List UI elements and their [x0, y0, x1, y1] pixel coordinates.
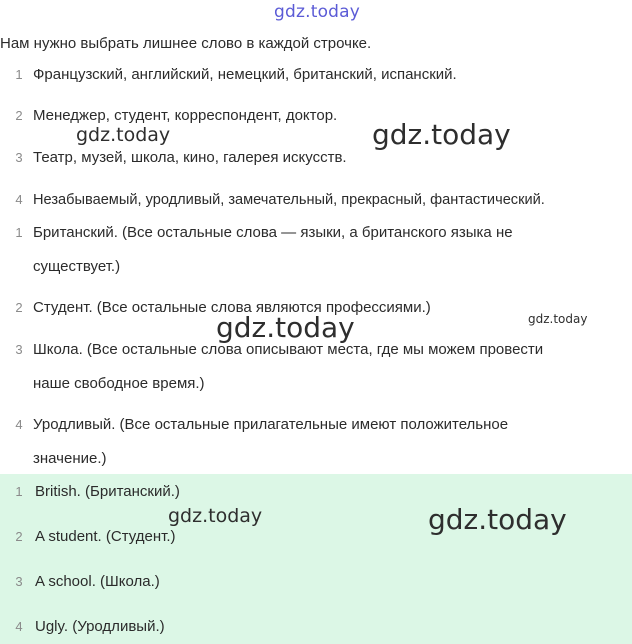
watermark: gdz.today	[372, 118, 511, 151]
item-number: 3	[15, 150, 23, 165]
watermark: gdz.today	[168, 505, 263, 527]
item-number: 2	[15, 300, 23, 315]
item-number: 1	[15, 67, 23, 82]
task-text: Незабываемый, уродливый, замечательный, прекрасный, фантастический.	[33, 192, 545, 208]
answer-text: A student. (Студент.)	[35, 528, 176, 545]
explanation-line: Студент. (Все остальные слова являются профессиями.)	[33, 299, 431, 316]
explanation-line: наше свободное время.)	[33, 375, 205, 392]
watermark-top: gdz.today	[274, 2, 361, 22]
item-number: 4	[15, 417, 23, 432]
item-number: 3	[15, 574, 23, 589]
watermark: gdz.today	[76, 124, 171, 146]
intro-text: Нам нужно выбрать лишнее слово в каждой строчке.	[0, 35, 372, 52]
watermark: gdz.today	[528, 312, 588, 326]
item-number: 2	[15, 108, 23, 123]
task-text: Французский, английский, немецкий, британский, испанский.	[33, 66, 457, 83]
task-text: Театр, музей, школа, кино, галерея искусств.	[33, 149, 347, 166]
explanation-line: Уродливый. (Все остальные прилагательные имеют положительное	[33, 416, 509, 433]
item-number: 3	[15, 342, 23, 357]
answer-text: Ugly. (Уродливый.)	[35, 618, 165, 635]
item-number: 1	[15, 484, 23, 499]
item-number: 4	[15, 619, 23, 634]
answer-text: A school. (Школа.)	[35, 573, 160, 590]
watermark: gdz.today	[428, 503, 567, 536]
explanation-line: Школа. (Все остальные слова описывают места, где мы можем провести	[33, 341, 544, 358]
answer-text: British. (Британский.)	[35, 483, 180, 500]
item-number: 2	[15, 529, 23, 544]
explanation-line: существует.)	[33, 258, 121, 275]
explanation-line: значение.)	[33, 450, 107, 467]
item-number: 1	[15, 225, 23, 240]
task-text: Менеджер, студент, корреспондент, доктор.	[33, 107, 338, 124]
explanation-line: Британский. (Все остальные слова — языки, а британского языка не	[33, 224, 513, 241]
item-number: 4	[15, 192, 23, 207]
watermark: gdz.today	[216, 311, 355, 344]
